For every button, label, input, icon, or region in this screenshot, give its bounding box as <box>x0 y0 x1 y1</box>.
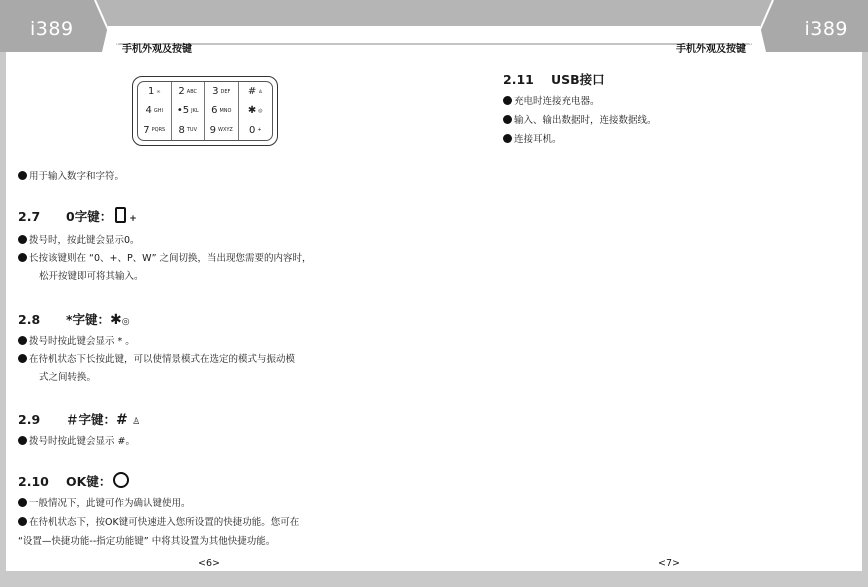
key-sub-label: ∞ <box>156 88 161 95</box>
section-heading-2-10 <box>18 472 129 490</box>
key-main-label: 8 <box>178 124 185 136</box>
key-sub-label: ◎ <box>258 107 263 114</box>
section-number: 2.11 <box>503 72 534 87</box>
s210-bullet-1: 一般情况下，此键可作为确认键使用。 <box>18 495 191 509</box>
keypad-key <box>138 121 172 140</box>
keypad-key <box>239 121 273 140</box>
section-title: ＃字键： <box>66 412 117 427</box>
section-number: 2.7 <box>18 209 41 224</box>
s28-bullet-1: 拨号时按此键会显示 * 。 <box>18 333 135 347</box>
page-title-right: 手机外观及按键 <box>676 44 746 55</box>
key-main-label: 3 <box>212 86 219 98</box>
bullet-icon <box>18 498 27 507</box>
left-edge-border <box>0 52 6 572</box>
section-number: 2.8 <box>18 312 41 327</box>
bullet-icon <box>18 354 27 363</box>
page-number-right: <7> <box>658 558 680 569</box>
bullet-icon <box>18 336 27 345</box>
s27-bullet-2-cont: 松开按键即可将其输入。 <box>39 271 144 282</box>
s210-bullet-2-cont: “设置—快捷功能--指定功能键” 中将其设置为其他快捷功能。 <box>18 536 276 547</box>
plus-icon: + <box>129 214 137 224</box>
key-sub-label: MNO <box>219 107 232 114</box>
key-sub-label: ♙ <box>258 88 263 95</box>
bullet-icon <box>503 134 512 143</box>
key-main-label: 7 <box>143 124 150 136</box>
keypad-key <box>205 101 239 120</box>
page-number-left: <6> <box>198 558 220 569</box>
keypad-key <box>172 101 206 120</box>
ok-key-icon <box>113 472 129 488</box>
keypad-key <box>172 121 206 140</box>
section-number: 2.9 <box>18 412 41 427</box>
s210-bullet-2: 在待机状态下，按OK键可快速进入您所设置的快捷功能。您可在 <box>18 514 299 528</box>
section-title: *字键： <box>66 312 111 327</box>
bullet-icon <box>18 517 27 526</box>
section-title: 0字键： <box>66 209 113 224</box>
section-heading-2-7 <box>18 207 137 225</box>
key-sub-label: + <box>257 127 262 134</box>
hash-key-icon: # <box>116 412 128 428</box>
keypad-key <box>138 82 172 101</box>
s211-bullet-1: 充电时连接充电器。 <box>503 93 600 107</box>
key-sub-label: WXYZ <box>218 127 233 134</box>
section-number: 2.10 <box>18 474 49 489</box>
s211-bullet-2: 输入、输出数据时，连接数据线。 <box>503 112 657 126</box>
key-main-label: 4 <box>145 105 152 117</box>
intro-text: 用于输入数字和字符。 <box>29 171 125 182</box>
bullet-icon <box>503 115 512 124</box>
keypad-key <box>205 121 239 140</box>
key-main-label: 6 <box>211 105 218 117</box>
intro-bullet <box>18 168 124 182</box>
section-title: OK键： <box>66 474 112 489</box>
star-key-icon: ✱ <box>110 312 122 328</box>
lock-icon: ♙ <box>132 417 141 427</box>
zero-key-icon <box>115 207 126 223</box>
key-sub-label: TUV <box>186 127 197 134</box>
section-heading-2-8 <box>18 310 130 328</box>
key-main-label: 9 <box>209 124 216 136</box>
right-edge-border <box>862 52 868 572</box>
bullet-icon <box>503 96 512 105</box>
key-sub-label: JKL <box>191 107 199 114</box>
key-main-label: 0 <box>248 124 256 136</box>
key-sub-label: PQRS <box>151 127 166 134</box>
s27-bullet-1: 拨号时，按此键会显示0。 <box>18 232 140 246</box>
brand-logo-left: i389 <box>30 18 74 40</box>
s28-bullet-2: 在待机状态下长按此键，可以使情景模式在选定的模式与振动模 <box>18 351 295 365</box>
key-main-label: 1 <box>147 86 155 98</box>
key-main-label: •5 <box>176 105 190 117</box>
brand-logo-right: i389 <box>804 18 848 40</box>
key-main-label: # <box>247 86 257 98</box>
bottom-band <box>0 571 868 587</box>
key-main-label: 2 <box>178 86 185 98</box>
bullet-icon <box>18 436 27 445</box>
section-heading-2-9 <box>18 410 140 428</box>
keypad-key <box>239 82 273 101</box>
bullet-icon <box>18 253 27 262</box>
key-main-label: ✱ <box>247 105 257 117</box>
keypad-key <box>205 82 239 101</box>
keypad-illustration <box>132 76 278 146</box>
key-sub-label: ABC <box>186 88 198 95</box>
section-heading-2-11 <box>503 70 605 88</box>
key-sub-label: GHI <box>153 107 163 114</box>
keypad-key <box>172 82 206 101</box>
key-sub-label: DEF <box>220 88 231 95</box>
s28-bullet-2-cont: 式之间转换。 <box>39 372 97 383</box>
keypad-grid <box>137 81 273 141</box>
bullet-icon <box>18 171 27 180</box>
section-title: USB接口 <box>551 72 605 87</box>
keypad-key <box>138 101 172 120</box>
vibrate-icon: ◎ <box>121 317 130 327</box>
keypad-key <box>239 101 273 120</box>
bullet-icon <box>18 235 27 244</box>
s27-bullet-2: 长按该键则在 “0、+、P、W” 之间切换，当出现您需要的内容时， <box>18 250 312 264</box>
s29-bullet-1: 拨号时按此键会显示 #。 <box>18 433 135 447</box>
page-title-left: 手机外观及按键 <box>122 44 192 55</box>
s211-bullet-3: 连接耳机。 <box>503 131 562 145</box>
